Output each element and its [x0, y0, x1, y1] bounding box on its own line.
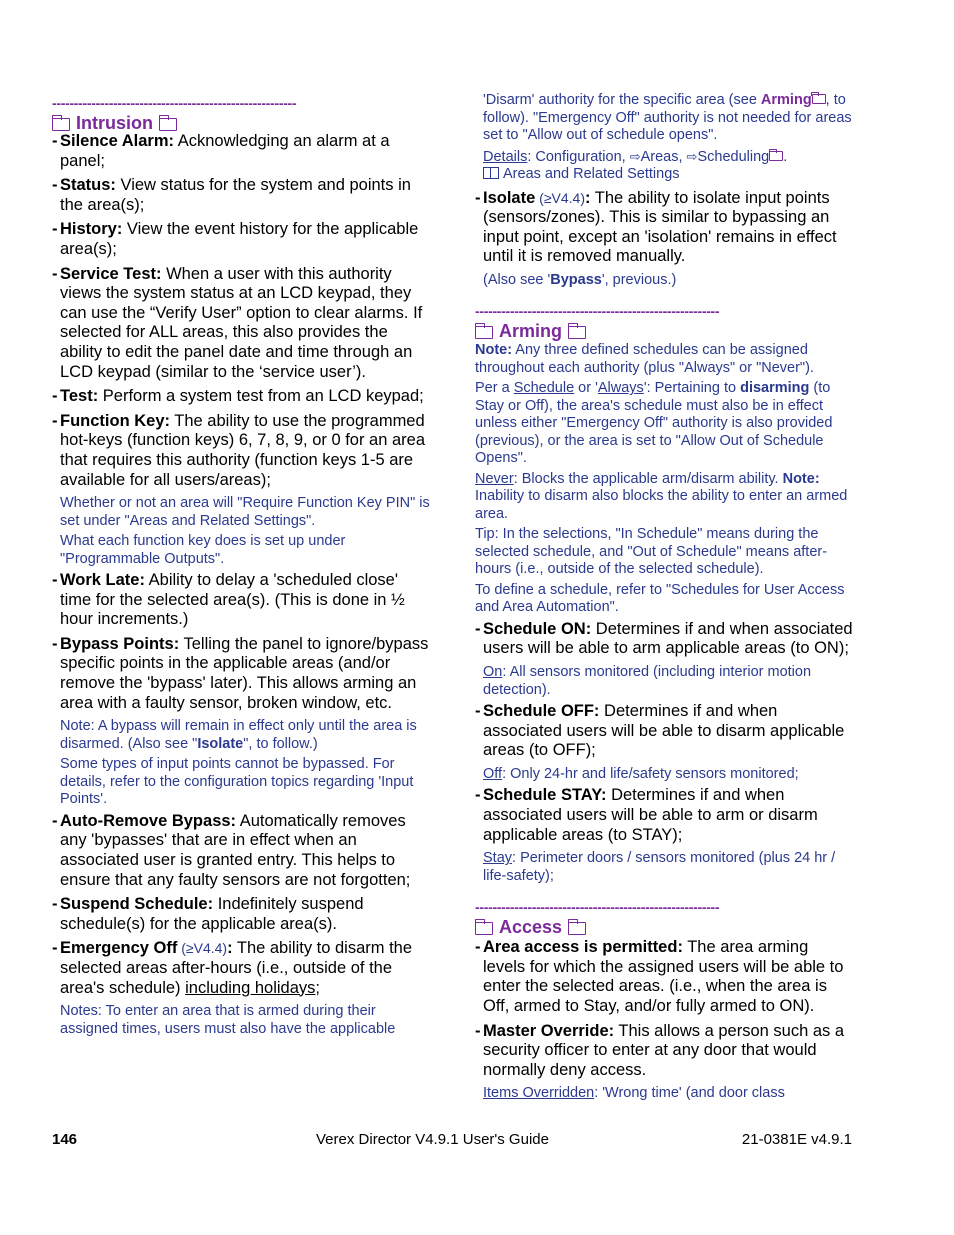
arrow-icon: ⇨ [686, 148, 698, 164]
right-column [475, 92, 853, 1106]
list-item: - History: View the event history for the applicable area(s); [52, 220, 419, 258]
list-item: - Status: View status for the system and points in the area(s); [52, 176, 411, 214]
page-number: 146 [52, 1131, 78, 1148]
list-item: - Silence Alarm: Acknowledging an alarm at a panel; [52, 132, 390, 170]
folder-icon [475, 922, 493, 935]
list-item: - Master Override: This allows a person such as a security officer to enter at any door that would normally deny access. [475, 1021, 845, 1079]
arming-heading: Arming [475, 320, 853, 342]
list-item: - Schedule OFF: Determines if and when associated users will be able to disarm applicable areas (to OFF); [475, 702, 845, 760]
book-icon [483, 167, 499, 179]
arming-note: Note: Any three defined schedules can be assigned throughout each authority (plus "Always" or "Never"). [475, 342, 814, 376]
list-item: - Schedule STAY: Determines if and when associated users will be able to arm or disarm applicable areas (to STAY); [475, 786, 818, 844]
folder-icon [568, 326, 586, 339]
bypass-note: Note: A bypass will remain in effect only until the area is disarmed. (Also see "Isolate", to follow.) [60, 718, 417, 752]
function-key-note: Whether or not an area will "Require Function Key PIN" is set under "Areas and Related Settings". [60, 495, 430, 529]
define-note: To define a schedule, refer to "Schedules for User Access and Area Automation". [475, 581, 845, 616]
off-note: Off: Only 24-hr and life/safety sensors monitored; [483, 765, 799, 782]
list-item: - Auto-Remove Bypass: Automatically removes any 'bypasses' that are in effect when an associated user is granted entry. This helps to ensure that any faulty sensors are not forgotten; [52, 811, 411, 889]
items-overridden-note: Items Overridden: 'Wrong time' (and door class [483, 1085, 785, 1102]
list-item: - Function Key: The ability to use the programmed hot-keys (function keys) 6, 7, 8, 9, or 0 for an area that requires this authority (function keys 1-5 are available for all users/areas); [52, 411, 426, 489]
areas-related-link: Areas and Related Settings [483, 166, 853, 184]
folder-icon [769, 151, 783, 161]
document-code: 21-0381E v4.9.1 [741, 1131, 852, 1148]
arrow-icon: ⇨ [629, 148, 641, 164]
section-divider: -------------------------------------------------------- [475, 899, 720, 916]
bypass-note: Some types of input points cannot be bypassed. For details, refer to the configuration topics regarding 'Input Points'. [60, 756, 414, 808]
left-column [52, 92, 430, 1041]
section-divider: -------------------------------------------------------- [475, 303, 720, 320]
tip-note: Tip: In the selections, "In Schedule" means during the selected schedule, and "Out of Schedule" means after-hours (i.e., outside of the selected schedule). [475, 526, 828, 578]
folder-icon [568, 922, 586, 935]
isolate-note: (Also see 'Bypass', previous.) [483, 271, 677, 288]
emergency-note-continued: 'Disarm' authority for the specific area (see Arming , to follow). "Emergency Off" authority is not needed for areas set to "Allow out of schedule opens". [483, 92, 852, 143]
intrusion-heading: Intrusion [52, 112, 430, 134]
list-item: - Area access is permitted: The area arming levels for which the assigned users will be able to enter the selected areas. (i.e., when the area is Off, armed to Stay, and/or fully armed to ON). [475, 938, 844, 1015]
list-item: - Test: Perform a system test from an LCD keypad; [52, 387, 424, 406]
list-item: - Bypass Points: Telling the panel to ignore/bypass specific points in the applicable areas (and/or remove the 'bypass' later). This allows arming an area with a faulty sensor, broken window, etc. [52, 634, 429, 712]
details-link: Details: Configuration, ⇨Areas, ⇨Scheduling . [483, 148, 788, 165]
section-divider: -------------------------------------------------------- [52, 95, 297, 111]
stay-note: Stay: Perimeter doors / sensors monitored (plus 24 hr / life-safety); [483, 850, 836, 884]
folder-icon [812, 94, 826, 104]
list-item: - Emergency Off (≥V4.4): The ability to disarm the selected areas after-hours (i.e., outside of the area's schedule) including holidays; [52, 939, 413, 997]
schedule-note: Per a Schedule or 'Always': Pertaining to disarming (to Stay or Off), the area's schedule must also be in effect unless either "Emergency Off" authority is also provided (previous), or the area is set to "Allow Out of Schedule Opens". [475, 380, 833, 467]
list-item: - Isolate (≥V4.4): The ability to isolate input points (sensors/zones). This is similar to bypassing an input point, except an 'isolation' remains in effect until it is removed manually. [475, 188, 837, 266]
folder-icon [52, 118, 70, 131]
emergency-note: Notes: To enter an area that is armed during their assigned times, users must also have the applicable [60, 1003, 396, 1037]
list-item: - Suspend Schedule: Indefinitely suspend schedule(s) for the applicable area(s). [52, 895, 364, 933]
document-title: Verex Director V4.9.1 User's Guide [316, 1131, 549, 1148]
function-key-note: What each function key does is set up under "Programmable Outputs". [60, 533, 346, 567]
folder-icon [475, 326, 493, 339]
list-item: - Schedule ON: Determines if and when associated users will be able to arm applicable areas (to ON); [475, 619, 853, 658]
list-item: - Service Test: When a user with this authority views the system status at an LCD keypad, they can use the “Verify User” option to clear alarms. If selected for ALL areas, this also provides the ability to edit the panel date and time through an LCD keypad (similar to the ‘service user’). [52, 264, 423, 381]
access-heading: Access [475, 916, 853, 938]
never-note: Never: Blocks the applicable arm/disarm ability. Note: Inability to disarm also blocks the ability to enter an armed area. [475, 470, 848, 522]
on-note: On: All sensors monitored (including interior motion detection). [483, 664, 812, 698]
folder-icon [159, 118, 177, 131]
page-footer [52, 1131, 852, 1151]
list-item: - Work Late: Ability to delay a 'scheduled close' time for the selected area(s). (This is done in ½ hour increments.) [52, 571, 405, 629]
